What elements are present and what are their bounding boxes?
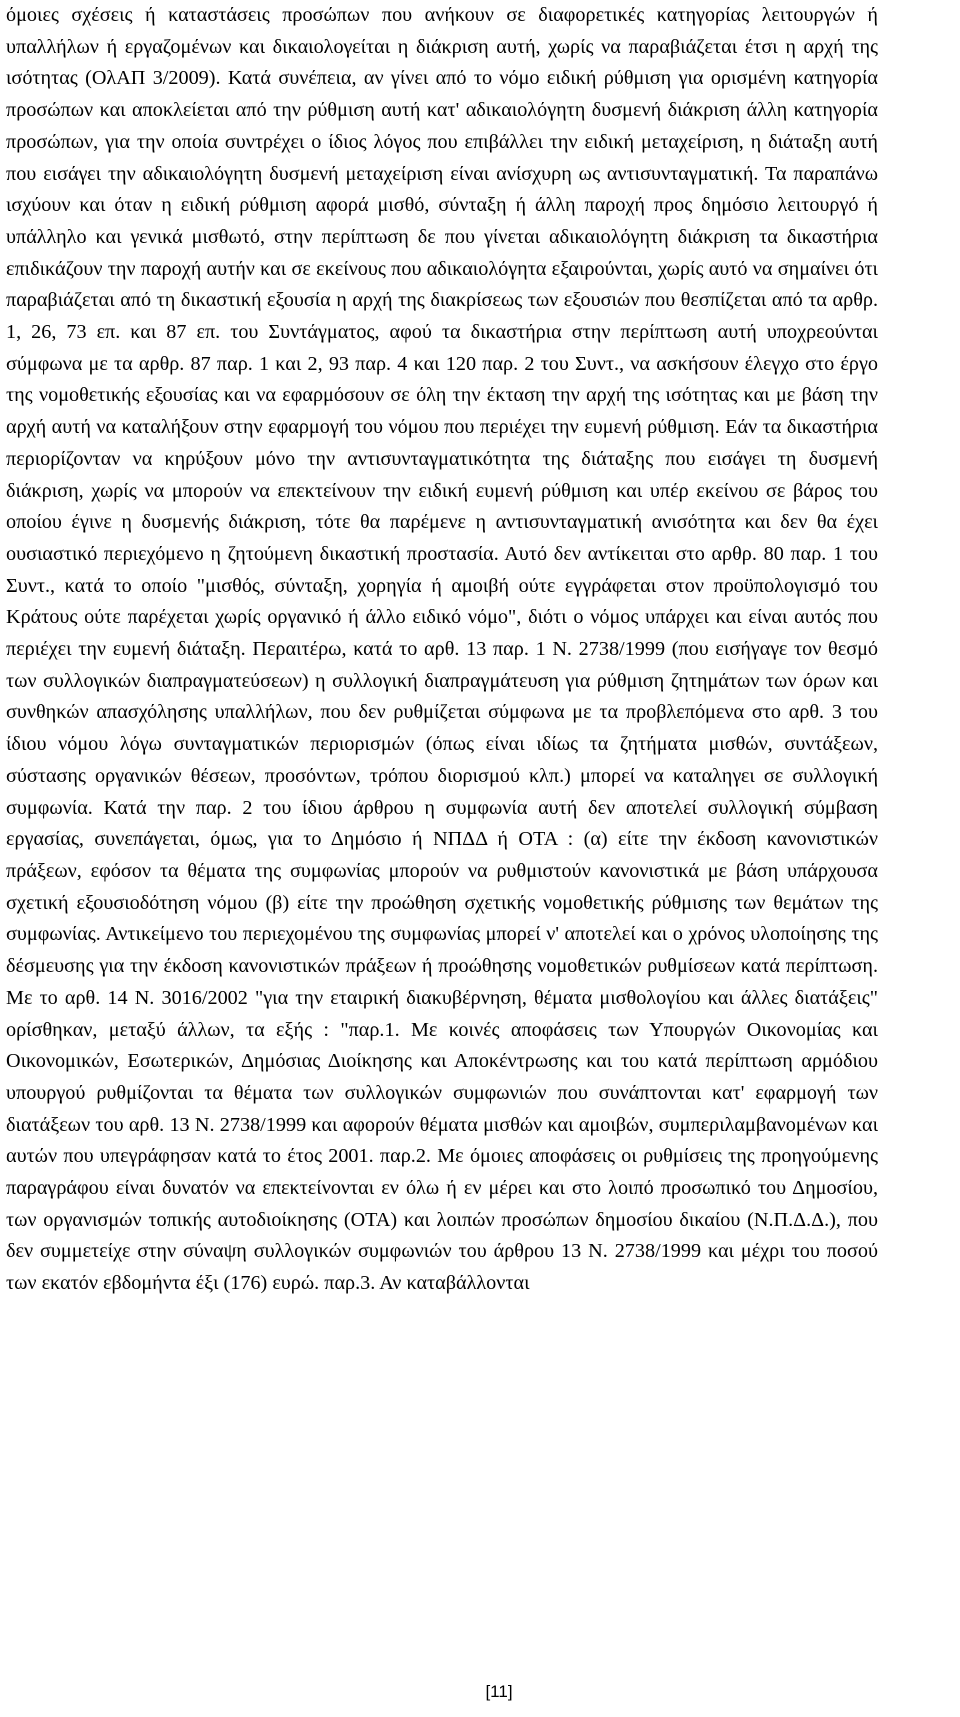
page-number: [11]: [485, 1682, 513, 1701]
page-footer: [0, 1680, 960, 1704]
body-paragraph: όμοιες σχέσεις ή καταστάσεις προσώπων που ανήκουν σε διαφορετικές κατηγορίας λειτουργών ή υπαλλήλων ή εργαζομένων και δικαιολογείται η διάκριση αυτή, χωρίς να παραβιάζεται έτσι η αρχή της ισότητας (ΟλΑΠ 3/2009). Κατά συνέπεια, αν γίνει από το νόμο ειδική ρύθμιση για ορισμένη κατηγορία προσώπων και αποκλείεται από την ρύθμιση αυτή κατ' αδικαιολόγητη δυσμενή διάκριση άλλη κατηγορία προσώπων, για την οποία συντρέχει ο ίδιος λόγος που επιβάλλει την ειδική μεταχείριση, η διάταξη αυτή που εισάγει την αδικαιολόγητη δυσμενή μεταχείριση είναι ανίσχυρη ως αντισυνταγματική. Τα παραπάνω ισχύουν και όταν η ειδική ρύθμιση αφορά μισθό, σύνταξη ή άλλη παροχή προς δημόσιο λειτουργό ή υπάλληλο και γενικά μισθωτό, στην περίπτωση δε που γίνεται αδικαιολόγητη διάκριση τα δικαστήρια επιδικάζουν την παροχή αυτήν και σε εκείνους που αδικαιολόγητα εξαιρούνται, χωρίς αυτό να σημαίνει ότι παραβιάζεται από τη δικαστική εξουσία η αρχή της διακρίσεως των εξουσιών που θεσπίζεται από τα αρθρ. 1, 26, 73 επ. και 87 επ. του Συντάγματος, αφού τα δικαστήρια στην περίπτωση αυτή υποχρεούνται σύμφωνα με τα αρθρ. 87 παρ. 1 και 2, 93 παρ. 4 και 120 παρ. 2 του Συντ., να ασκήσουν έλεγχο στο έργο της νομοθετικής εξουσίας και να εφαρμόσουν σε όλη την έκταση την αρχή της ισότητας και με βάση την αρχή αυτή να καταλήξουν στην εφαρμογή του νόμου που περιέχει την ευμενή ρύθμιση. Εάν τα δικαστήρια περιορίζονταν να κηρύξουν μόνο την αντισυνταγματικότητα της διάταξης που εισάγει τη δυσμενή διάκριση, χωρίς να μπορούν να επεκτείνουν την ειδική ευμενή ρύθμιση και υπέρ εκείνου σε βάρος του οποίου έγινε η δυσμενής διάκριση, τότε θα παρέμενε η αντισυνταγματική ανισότητα και δεν θα έχει ουσιαστικό περιεχόμενο η ζητούμενη δικαστική προστασία. Αυτό δεν αντίκειται στο αρθρ. 80 παρ. 1 του Συντ., κατά το οποίο "μισθός, σύνταξη, χορηγία ή αμοιβή ούτε εγγράφεται στον προϋπολογισμό του Κράτους ούτε παρέχεται χωρίς οργανικό ή άλλο ειδικό νόμο", διότι ο νόμος υπάρχει και είναι αυτός που περιέχει την ευμενή διάταξη. Περαιτέρω, κατά το αρθ. 13 παρ. 1 Ν. 2738/1999 (που εισήγαγε τον θεσμό των συλλογικών διαπραγματεύσεων) η συλλογική διαπραγμάτευση για ρύθμιση ζητημάτων των όρων και συνθηκών απασχόλησης υπαλλήλων, που δεν ρυθμίζεται σύμφωνα με τα προβλεπόμενα στο αρθ. 3 του ίδιου νόμου λόγω συνταγματικών περιορισμών (όπως είναι ιδίως τα ζητήματα μισθών, συντάξεων, σύστασης οργανικών θέσεων, προσόντων, τρόπου διορισμού κλπ.) μπορεί να καταληγει σε συλλογική συμφωνία. Κατά την παρ. 2 του ίδιου άρθρου η συμφωνία αυτή δεν αποτελεί συλλογική σύμβαση εργασίας, συνεπάγεται, όμως, για το Δημόσιο ή ΝΠΔΔ ή ΟΤΑ : (α) είτε την έκδοση κανονιστικών πράξεων, εφόσον τα θέματα της συμφωνίας μπορούν να ρυθμιστούν κανονιστικά με βάση υπάρχουσα σχετική εξουσιοδότηση νόμου (β) είτε την προώθηση σχετικής νομοθετικής ρύθμισης των θεμάτων της συμφωνίας. Αντικείμενο του περιεχομένου της συμφωνίας μπορεί ν' αποτελεί και ο χρόνος υλοποίησης της δέσμευσης για την έκδοση κανονιστικών πράξεων ή προώθησης νομοθετικών ρυθμίσεων κατά περίπτωση. Με το αρθ. 14 Ν. 3016/2002 "για την εταιρική διακυβέρνηση, θέματα μισθολογίου και άλλες διατάξεις" ορίσθηκαν, μεταξύ άλλων, τα εξής : "παρ.1. Με κοινές αποφάσεις των Υπουργών Οικονομίας και Οικονομικών, Εσωτερικών, Δημόσιας Διοίκησης και Αποκέντρωσης και του κατά περίπτωση αρμόδιου υπουργού ρυθμίζονται τα θέματα των συλλογικών συμφωνιών που συνάπτονται κατ' εφαρμογή των διατάξεων του αρθ. 13 Ν. 2738/1999 και αφορούν θέματα μισθών και αμοιβών, συμπεριλαμβανομένων και αυτών που υπεγράφησαν κατά το έτος 2001. παρ.2. Με όμοιες αποφάσεις οι ρυθμίσεις της προηγούμενης παραγράφου είναι δυνατόν να επεκτείνονται εν όλω ή εν μέρει και στο λοιπό προσωπικό του Δημοσίου, των οργανισμών τοπικής αυτοδιοίκησης (ΟΤΑ) και λοιπών προσώπων δημοσίου δικαίου (Ν.Π.Δ.Δ.), που δεν συμμετείχε στην σύναψη συλλογικών συμφωνιών του άρθρου 13 Ν. 2738/1999 και μέχρι του ποσού των εκατόν εβδομήντα έξι (176) ευρώ. παρ.3. Αν καταβάλλονται: [6, 4, 878, 1295]
